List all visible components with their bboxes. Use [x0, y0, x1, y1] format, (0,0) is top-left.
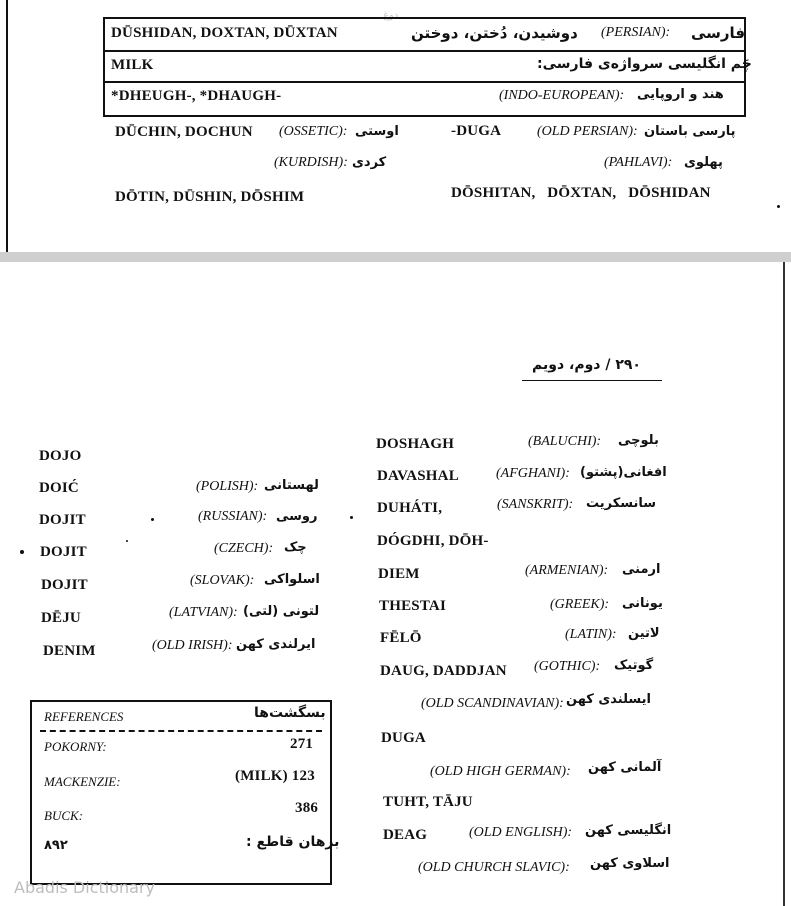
watermark: Abadis Dictionary — [14, 878, 155, 897]
right-entry-label-latin: (SANSKRIT): — [497, 497, 574, 512]
ink-speck — [151, 518, 154, 521]
title-underline — [522, 380, 662, 381]
left-entry-label-fa: لتونی (لتی) — [243, 604, 320, 619]
right-entry-value: THESTAI — [379, 598, 446, 614]
persian-row — [105, 19, 744, 52]
right-entry-label-latin: (AFGHANI): — [496, 466, 570, 481]
right-entry-label-latin: (ARMENIAN): — [525, 563, 609, 578]
left-entry-label-fa: اسلواکی — [264, 572, 320, 587]
left-entry-value: DOJIT — [41, 577, 88, 593]
references-box — [30, 700, 340, 885]
reference-value: 271 — [290, 736, 314, 752]
page-margin-rule — [6, 0, 8, 252]
ossetic-label-latin: (OSSETIC): — [279, 124, 348, 139]
left-entry-value: DOJIT — [39, 512, 86, 528]
right-entry-label-latin: (OLD CHURCH SLAVIC): — [418, 860, 570, 875]
ink-speck — [20, 550, 24, 554]
right-entry-value: TUHT, TĀJU — [383, 794, 473, 810]
left-entry-value: DOJO — [39, 448, 82, 464]
oldpersian-value: -DUGA — [451, 123, 502, 139]
references-heading: REFERENCES — [44, 709, 124, 724]
english-row — [105, 50, 752, 83]
right-entry-label-latin: (OLD HIGH GERMAN): — [430, 764, 571, 779]
reference-name: برهان قاطع : — [246, 834, 340, 850]
kurdish-label-latin: (KURDISH): — [274, 155, 348, 170]
right-entry-label-fa: ارمنی — [622, 562, 661, 577]
references-divider — [40, 730, 322, 732]
right-entry-label-latin: (OLD ENGLISH): — [469, 825, 573, 840]
english-label-fa: چَم انگلیسی سرواژه‌ی فارسی: — [537, 56, 752, 72]
page-separator — [0, 252, 791, 262]
right-entry-value: DOSHAGH — [376, 436, 455, 452]
persian-label-latin: (PERSIAN): — [601, 25, 671, 40]
indo-european-value: *DHEUGH-, *DHAUGH- — [111, 88, 282, 104]
reference-value: ۸۹۲ — [44, 838, 68, 853]
right-entry-label-latin: (GOTHIC): — [534, 659, 601, 674]
right-entry-label-latin: (GREEK): — [550, 597, 610, 612]
right-entry-value: DUGA — [381, 730, 426, 746]
ossetic-value: DŪCHIN, DOCHUN — [115, 124, 253, 140]
right-entry-label-latin: (LATIN): — [565, 627, 617, 642]
persian-label-fa: فارسی — [691, 24, 746, 42]
left-entry-value: DOJIT — [40, 544, 87, 560]
etymology-table — [103, 17, 752, 117]
pahlavi-label-fa: پهلوی — [684, 155, 723, 170]
left-entry-value: DOIĆ — [39, 480, 79, 496]
ink-speck — [126, 540, 128, 542]
left-entry-label-latin: (LATVIAN): — [169, 605, 238, 620]
indo-european-row — [105, 81, 744, 112]
reference-value: 386 — [295, 800, 319, 816]
right-entry-label-fa: لاتین — [628, 626, 660, 641]
left-entry-label-fa: روسی — [276, 509, 318, 524]
left-entry-label-latin: (POLISH): — [196, 479, 259, 494]
left-entry-value: DĒJU — [41, 610, 81, 626]
references-heading-fa: بسگشت‌ها — [254, 705, 326, 721]
left-entry-label-fa: چک — [284, 540, 307, 555]
right-entry-label-fa: اسلاوی کهن — [590, 856, 670, 871]
indo-european-label-latin: (INDO-EUROPEAN): — [499, 88, 625, 103]
left-entry-value: DENIM — [43, 643, 96, 659]
pahlavi-label-latin: (PAHLAVI): — [604, 155, 673, 170]
top-page — [0, 0, 791, 252]
right-entry-label-fa: بلوچی — [618, 433, 659, 448]
ink-speck — [350, 516, 353, 519]
left-entry-label-latin: (RUSSIAN): — [198, 509, 268, 524]
left-entry-label-latin: (CZECH): — [214, 541, 274, 556]
indo-european-label-fa: هند و اروپایی — [637, 87, 724, 102]
left-entry-label-latin: (OLD IRISH): — [152, 638, 233, 653]
pahlavi-value: DŌSHITAN, DŌXTAN, DŌSHIDAN — [451, 185, 711, 201]
oldpersian-label-fa: پارسی باستان — [644, 124, 736, 139]
right-entry-label-fa: یونانی — [622, 596, 663, 611]
right-entry-value: DÓGDHI, DŌH- — [377, 533, 489, 549]
right-entry-value: DUHÁTI, — [377, 500, 443, 516]
persian-terms-fa: دوشیدن، دُختن، دوختن — [411, 24, 578, 42]
page-margin-rule-right — [783, 262, 785, 906]
persian-terms-latin: DŪSHIDAN, DOXTAN, DŪXTAN — [111, 25, 338, 41]
right-entry-label-fa: سانسکریت — [586, 496, 657, 511]
right-entry-label-fa: گوتیک — [614, 658, 654, 673]
right-entry-label-fa: آلمانی کهن — [588, 760, 662, 775]
right-entry-label-fa: افغانی(پشتو) — [580, 465, 667, 480]
right-entry-value: DIEM — [378, 566, 420, 582]
faint-header-text: دوغ — [383, 10, 399, 21]
right-entry-value: DAVASHAL — [377, 468, 459, 484]
ossetic-label-fa: اوستی — [355, 124, 399, 139]
reference-value: (MILK) 123 — [235, 768, 315, 784]
page-title: ۲۹۰ / دوم، دویم — [532, 357, 641, 373]
left-entry-label-latin: (SLOVAK): — [190, 573, 255, 588]
reference-name: BUCK: — [44, 808, 83, 823]
kurdish-label-fa: کردی — [352, 155, 387, 170]
english-value: MILK — [111, 57, 154, 73]
oldpersian-label-latin: (OLD PERSIAN): — [537, 124, 638, 139]
left-entry-label-fa: ایرلندی کهن — [236, 637, 316, 652]
left-entry-label-fa: لهستانی — [264, 478, 319, 493]
right-entry-label-fa: انگلیسی کهن — [585, 823, 672, 838]
right-entry-value: DEAG — [383, 827, 428, 843]
right-entry-label-latin: (BALUCHI): — [528, 434, 602, 449]
reference-name: POKORNY: — [44, 739, 107, 754]
kurdish-value: DŌTIN, DŪSHIN, DŌSHIM — [115, 189, 305, 205]
reference-name: MACKENZIE: — [44, 774, 121, 789]
right-entry-value: DAUG, DADDJAN — [380, 663, 507, 679]
right-entry-label-fa: ایسلندی کهن — [566, 692, 651, 707]
right-entry-label-latin: (OLD SCANDINAVIAN): — [421, 696, 564, 711]
right-entry-value: FĒLŌ — [380, 630, 422, 646]
ink-speck — [777, 205, 780, 208]
